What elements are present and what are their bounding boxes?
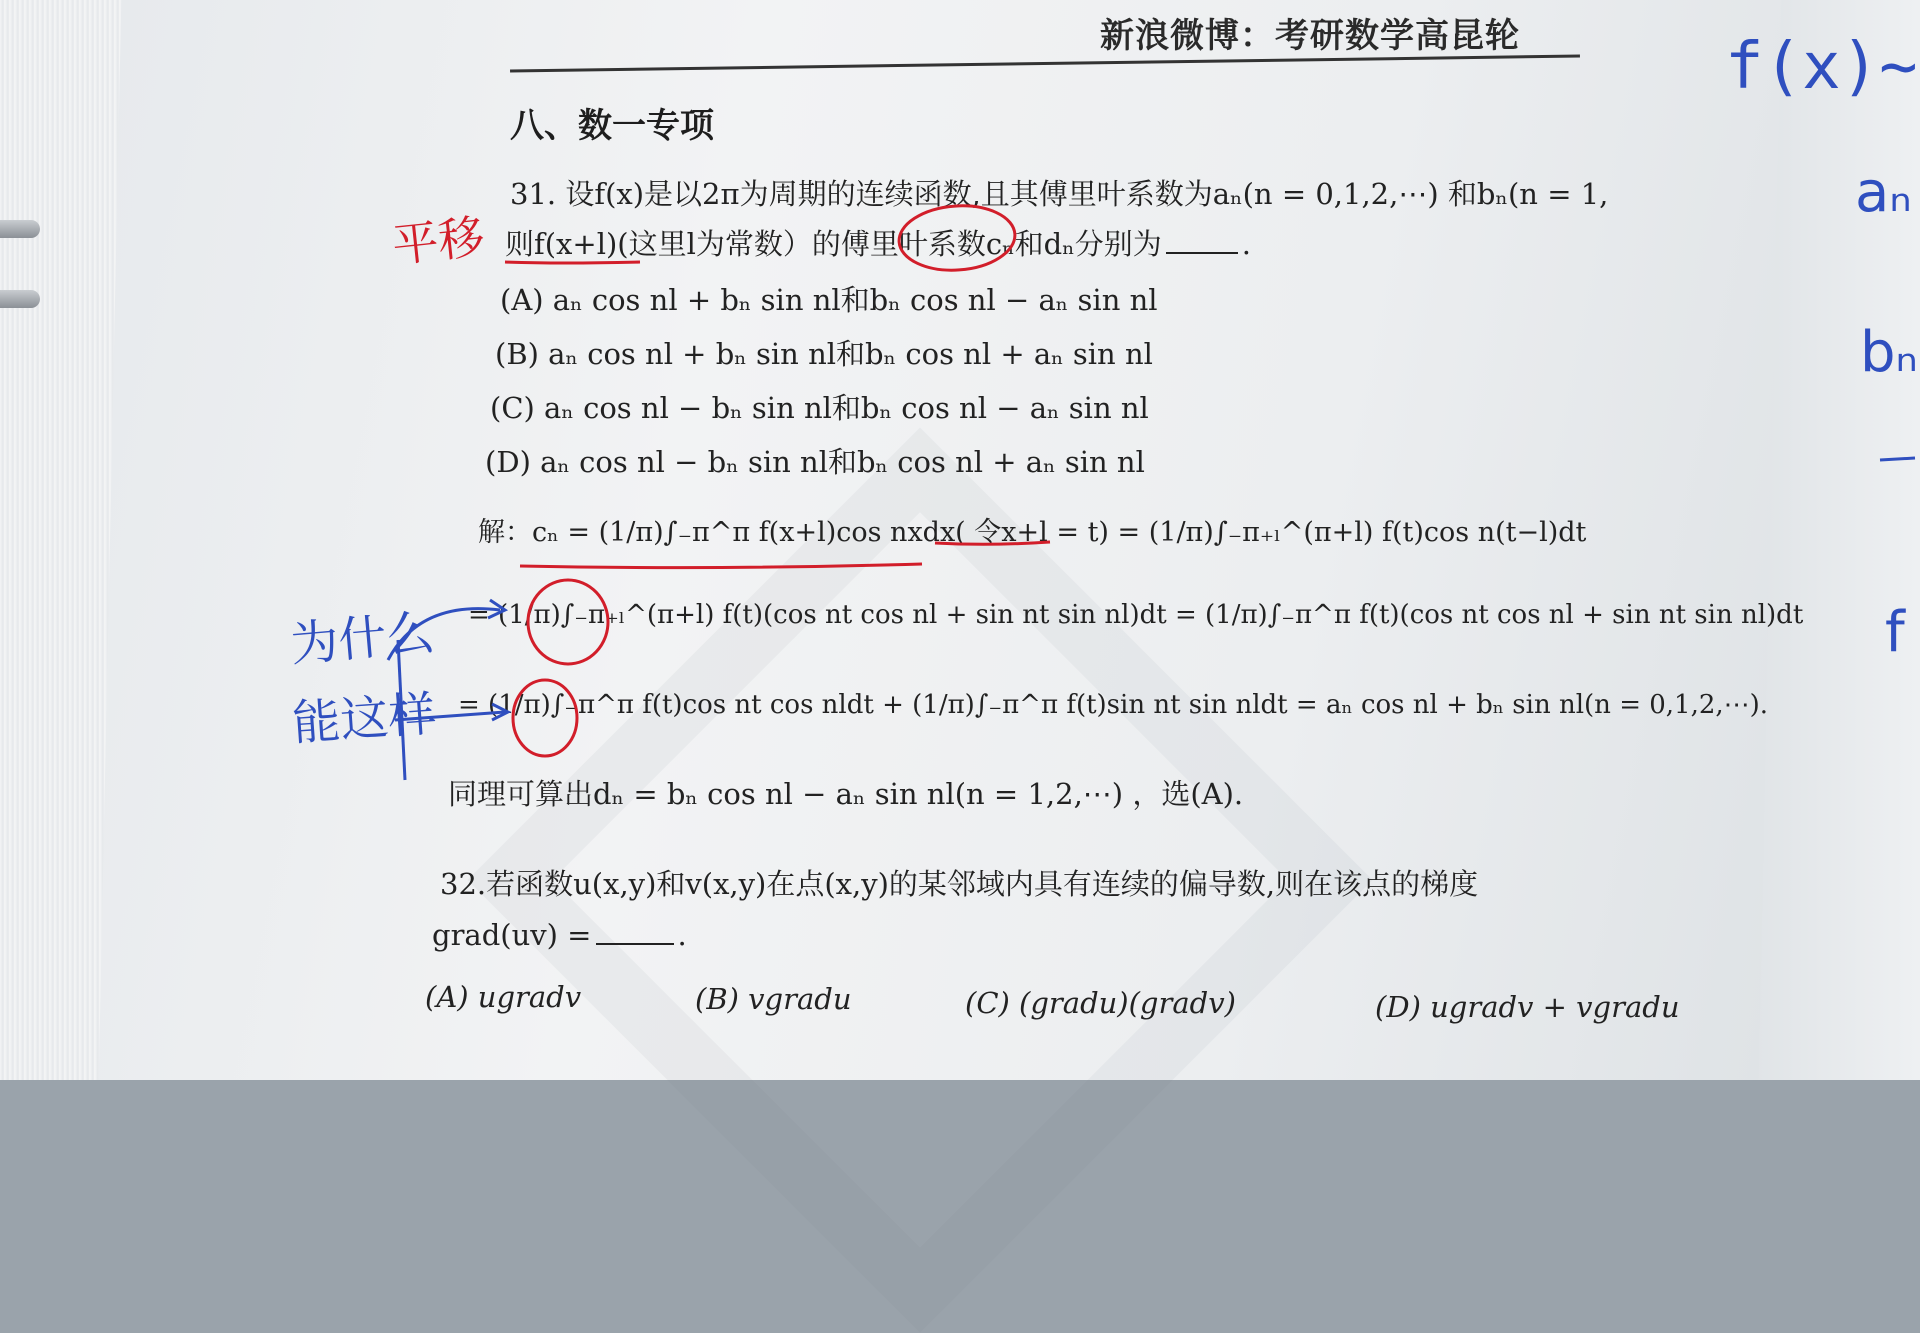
- q31-solution-line2: = (1/π)∫₋π₊ₗ^(π+l) f(t)(cos nt cos nl + sin nt sin nl)dt = (1/π)∫₋π^π f(t)(cos nt cos nl + sin nt sin nl)dt: [468, 600, 1804, 630]
- right-note-fx: f(x)~: [1725, 30, 1918, 104]
- q31-option-a: (A) aₙ cos nl + bₙ sin nl和bₙ cos nl − aₙ sin nl: [500, 283, 1158, 317]
- red-underline-fxl: [505, 262, 640, 263]
- blue-arrow-2: [395, 712, 505, 720]
- blue-note-nengzheyang: 能这样: [290, 686, 439, 752]
- q32-option-c: (C) (gradu)(gradv): [965, 986, 1236, 1020]
- blue-bracket-line: [398, 640, 405, 780]
- red-circle-fourier: [897, 202, 1017, 274]
- section-title: 八、数一专项: [510, 106, 714, 146]
- blue-note-weishenme: 为什么: [288, 604, 437, 674]
- q31-stem-text: 则f(x+l)(这里l为常数）的傅里叶系数cₙ和dₙ分别为: [505, 227, 1162, 261]
- right-note-f: f: [1885, 600, 1905, 665]
- q32-stem-line1: 32.若函数u(x,y)和v(x,y)在点(x,y)的某邻域内具有连续的偏导数,则在该点的梯度: [440, 867, 1479, 901]
- q32-option-b: (B) vgradu: [695, 982, 852, 1016]
- q31-stem-end: .: [1241, 227, 1251, 261]
- red-circle-limits-1: [528, 580, 608, 664]
- q32-stem-end: .: [677, 918, 687, 952]
- blue-arrow-1: [388, 609, 500, 660]
- q31-option-b: (B) aₙ cos nl + bₙ sin nl和bₙ cos nl + aₙ sin nl: [495, 337, 1153, 371]
- q31-stem-line1: 31. 设f(x)是以2π为周期的连续函数,且其傅里叶系数为aₙ(n = 0,1,2,⋯) 和bₙ(n = 1,: [510, 177, 1609, 211]
- q31-solution-line3: = (1/π)∫₋π^π f(t)cos nt cos nldt + (1/π)∫₋π^π f(t)sin nt sin nldt = aₙ cos nl + bₙ sin nl(n = 0,1,2,⋯).: [458, 690, 1769, 720]
- right-note-bn: bₙ: [1860, 320, 1918, 385]
- red-underline-solution: [520, 564, 922, 568]
- q31-solution-line1: 解：cₙ = (1/π)∫₋π^π f(x+l)cos nxdx( 令x+l = t) = (1/π)∫₋π₊ₗ^(π+l) f(t)cos n(t−l)dt: [478, 517, 1587, 548]
- red-note-pingyi: 平移: [389, 209, 487, 273]
- q32-stem-text: grad(uv) =: [432, 918, 592, 952]
- page-header: 新浪微博：考研数学高昆轮: [1100, 16, 1520, 56]
- q32-option-a: (A) ugradv: [425, 980, 582, 1014]
- right-dash: [1880, 458, 1915, 460]
- red-underline-substitution: [935, 542, 1050, 544]
- q31-option-d: (D) aₙ cos nl − bₙ sin nl和bₙ cos nl + aₙ sin nl: [485, 445, 1145, 479]
- red-circle-limits-2: [513, 680, 577, 756]
- q32-option-d: (D) ugradv + vgradu: [1375, 990, 1680, 1024]
- q31-option-c: (C) aₙ cos nl − bₙ sin nl和bₙ cos nl − aₙ sin nl: [490, 391, 1149, 425]
- q31-solution-line4: 同理可算出dₙ = bₙ cos nl − aₙ sin nl(n = 1,2,⋯) ，选(A).: [448, 777, 1244, 811]
- right-note-an: aₙ: [1855, 160, 1912, 225]
